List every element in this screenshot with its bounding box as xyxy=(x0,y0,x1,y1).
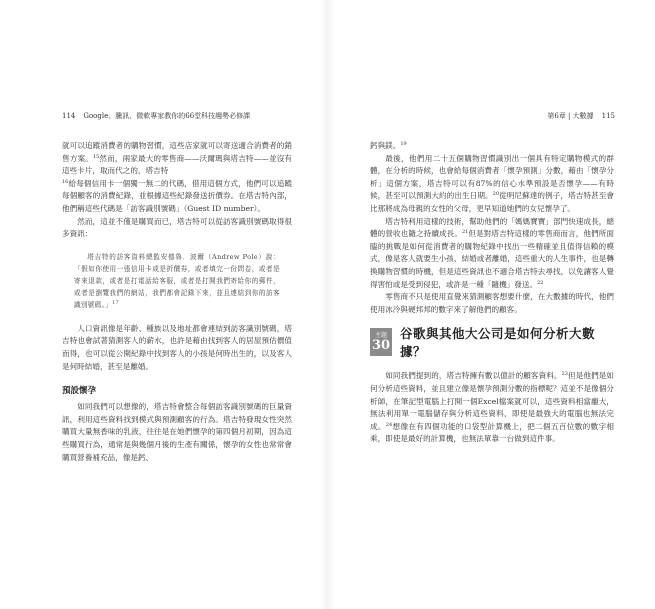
topic-heading xyxy=(370,324,614,360)
left-page xyxy=(0,0,320,609)
paragraph: $^{16}$給每個信用卡一個獨一無二的代碼，借用這個方式，他們可以追蹤每個顧客的消費紀錄，並根據這些紀錄發送折價券。在塔吉特內部，他們稱這些代碼是「訪客識別號碼」（Guest ID number）。 xyxy=(62,178,292,213)
topic-label: 主題 xyxy=(374,331,387,339)
chapter-title: 大數據 xyxy=(572,112,594,120)
paragraph: 塔吉特利用這樣的技術，幫助他們的「媽媽寶寶」部門快速成長，總體的營收也隨之持續成長。$^{21}$但是對塔吉特這樣的零售商而言，他們所面臨的挑戰是如何從消費者的購物紀錄中找出一些精確並且值得信賴的模式，像是客人就要生小孩、結婚或者離婚，這些重大的人生事件，也是轉換購物習慣的時機，但是這些資訊也不適合塔吉特去尋找，以免讓客人覺得害怕或是受到侵犯，或許是一種「隨機」發送。$^{22}$ xyxy=(370,216,614,289)
section-heading: 預設懷孕 xyxy=(62,386,97,397)
paragraph: 鈣與鎂。$^{19}$ xyxy=(370,141,407,150)
book-title: Google、騰訊、微軟專家教你的66堂科技趨勢必修課 xyxy=(83,112,251,120)
right-body-text xyxy=(370,140,614,446)
paragraph: 最後，他們用二十五個購物習慣識別出一個具有特定購物模式的群體，在分析的時候，也會給每個消費者「懷孕預測」分數，藉由「懷孕分析」這個方案，塔吉特可以有87%的信心水準預設是否懷孕——有時候，甚至可以預測大約的出生日期。$^{20}$從明尼蘇達的例子，塔吉特甚至會比那將成為母親的女性的父母，更早知道她們的女兒懷孕了。 xyxy=(370,153,615,213)
left-body-text xyxy=(62,140,292,464)
left-running-head xyxy=(62,112,250,121)
left-page-number: 114 xyxy=(62,112,76,120)
paragraph: 零售商不只是使用直覺來猜測顧客想要什麼，在大數據的時代，他們使用冰冷與硬邦邦的數字來了解他們的顧客。 xyxy=(370,292,614,314)
right-page xyxy=(335,0,655,609)
topic-badge xyxy=(370,328,392,356)
right-page-number: 115 xyxy=(601,112,615,120)
topic-title: 谷歌與其他大公司是如何分析大數據？ xyxy=(400,326,596,360)
right-running-head: 第6章 | 大數據 115 xyxy=(547,112,615,120)
book-gutter xyxy=(320,0,335,609)
paragraph: 人口資訊像是年齡、種族以及地址都會連結到訪客識別號碼，塔吉特也會試著猜測客人的薪水，也許是藉由找到客人的居屋預估價值而得，也可以從公開紀錄中找到客人的小孩是何時出生的，以及客人是何時結婚，甚至是離婚。 xyxy=(62,323,292,371)
paragraph: 如同我們提到的，塔吉特擁有數以億計的顧客資料。$^{23}$但是他們是如何分析這些資料，並且建立像是懷孕預測分數的指標呢？這並不是像個分析師，在筆記型電腦上打開一個Excel檔案就可以，這些資料相當龐大，無法利用單一電腦儲存與分析這些資料，即使是最強大的電腦也無法完成。$^{24}$想像在有四個功能的口袋型計算機上，把二個五百位數的數字相乘，即使是最好的計算機，也無法單靠一台做到這件事。 xyxy=(370,371,615,444)
chapter-label: 第6章 xyxy=(547,112,566,120)
paragraph: 然而，這並不僅是購買而已，塔吉特可以從訪客識別號碼取得很多資訊： xyxy=(62,216,292,239)
block-quote: 塔吉特的訪客資料總監安德魯．波爾（Andrew Pole）說：「假如你使用一張信用卡或是折價券，或者填完一份問卷，或者是寄來退款，或者是打電話給客服，或者是打開我們寄給你的郵件，或者是瀏覽我們的網站，我們都會記錄下來，並且連結到你的訪客識別號碼。」$^{17}$ xyxy=(74,252,280,309)
topic-number: 30 xyxy=(371,337,391,353)
paragraph: 如同我們可以想像的，塔吉特會整合每個訪客識別號碼的巨量資訊，利用這些資料找到模式與預測顧客的行為。塔吉特發現女性突然購買大量無香味的乳液，往往是在她們懷孕的第四個月初期，因為這些購買行為，通常是與幾個月後的生產有關係，懷孕的女性也常常會購買營養補充品，像是鈣、 xyxy=(62,402,292,462)
paragraph: 就可以追蹤消費者的購物習慣，這些店家就可以寄送適合消費者的銷售方案。$^{15}$然而，兩家最大的零售商——沃爾瑪與塔吉特——並沒有這些卡片，取而代之的，塔吉特 xyxy=(62,141,293,176)
